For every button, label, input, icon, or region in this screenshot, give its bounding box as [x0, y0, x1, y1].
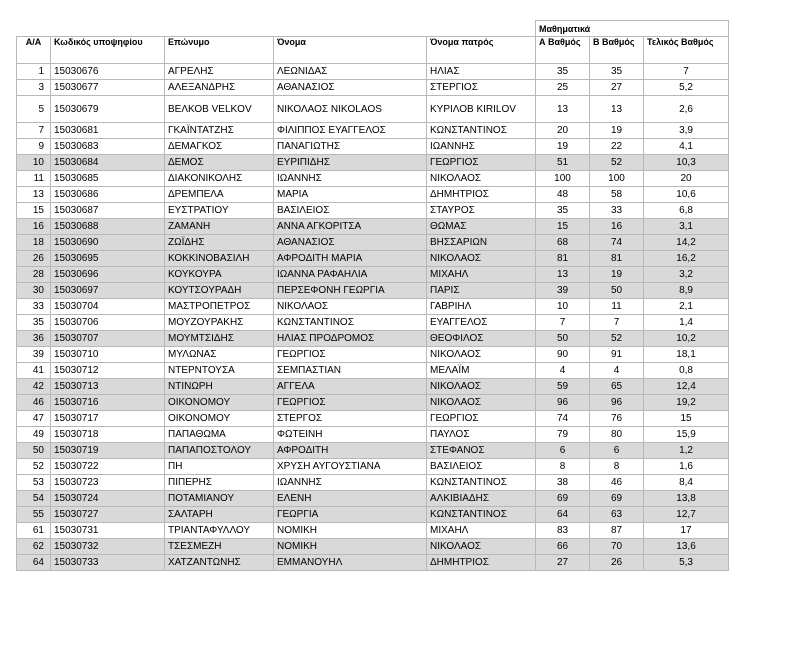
cell-code: 15030724 [51, 491, 165, 507]
cell-aa: 41 [17, 363, 51, 379]
cell-grade-a: 100 [536, 171, 590, 187]
header-grade-b: Β Βαθμός [590, 37, 644, 64]
cell-grade-b: 13 [590, 96, 644, 123]
cell-code: 15030717 [51, 411, 165, 427]
cell-name: ΙΩΑΝΝΗΣ [274, 171, 427, 187]
cell-code: 15030707 [51, 331, 165, 347]
cell-surname: ΓΚΑΪΝΤΑΤΖΗΣ [165, 123, 274, 139]
cell-final: 2,6 [644, 96, 729, 123]
cell-code: 15030732 [51, 539, 165, 555]
cell-final: 14,2 [644, 235, 729, 251]
table-row [17, 363, 729, 379]
cell-father: ΕΥΑΓΓΕΛΟΣ [427, 315, 536, 331]
cell-surname: ΚΟΚΚΙΝΟΒΑΣΙΛΗ [165, 251, 274, 267]
table-row [17, 299, 729, 315]
cell-name: ΜΑΡΙΑ [274, 187, 427, 203]
column-header-row [17, 37, 729, 64]
cell-grade-a: 64 [536, 507, 590, 523]
cell-father: ΚΩΝΣΤΑΝΤΙΝΟΣ [427, 507, 536, 523]
cell-grade-b: 4 [590, 363, 644, 379]
cell-father: ΝΙΚΟΛΑΟΣ [427, 539, 536, 555]
table-row [17, 155, 729, 171]
table-row [17, 283, 729, 299]
cell-final: 13,6 [644, 539, 729, 555]
cell-final: 1,2 [644, 443, 729, 459]
table-row [17, 139, 729, 155]
cell-grade-a: 83 [536, 523, 590, 539]
header-surname: Επώνυμο [165, 37, 274, 64]
cell-grade-a: 13 [536, 267, 590, 283]
cell-surname: ΔΙΑΚΟΝΙΚΟΛΗΣ [165, 171, 274, 187]
cell-aa: 9 [17, 139, 51, 155]
cell-grade-a: 7 [536, 315, 590, 331]
cell-name: ΝΙΚΟΛΑΟΣ NIKOLAOS [274, 96, 427, 123]
cell-surname: ΜΟΥΜΤΣΙΔΗΣ [165, 331, 274, 347]
cell-grade-a: 74 [536, 411, 590, 427]
cell-final: 6,8 [644, 203, 729, 219]
cell-code: 15030704 [51, 299, 165, 315]
grades-table [16, 20, 729, 571]
cell-aa: 62 [17, 539, 51, 555]
cell-final: 3,1 [644, 219, 729, 235]
cell-grade-a: 68 [536, 235, 590, 251]
cell-surname: ΤΡΙΑΝΤΑΦΥΛΛΟΥ [165, 523, 274, 539]
cell-final: 15 [644, 411, 729, 427]
cell-father: ΜΙΧΑΗΛ [427, 523, 536, 539]
cell-name: ΙΩΑΝΝΑ ΡΑΦΑΗΛΙΑ [274, 267, 427, 283]
cell-aa: 13 [17, 187, 51, 203]
cell-grade-b: 27 [590, 80, 644, 96]
cell-name: ΣΤΕΡΓΟΣ [274, 411, 427, 427]
cell-aa: 5 [17, 96, 51, 123]
cell-name: ΦΩΤΕΙΝΗ [274, 427, 427, 443]
table-row [17, 203, 729, 219]
table-row [17, 187, 729, 203]
cell-final: 15,9 [644, 427, 729, 443]
cell-father: ΓΑΒΡΙΗΛ [427, 299, 536, 315]
table-row [17, 379, 729, 395]
cell-aa: 39 [17, 347, 51, 363]
cell-code: 15030696 [51, 267, 165, 283]
cell-surname: ΔΡΕΜΠΕΛΑ [165, 187, 274, 203]
cell-code: 15030683 [51, 139, 165, 155]
cell-surname: ΖΑΜΑΝΗ [165, 219, 274, 235]
cell-father: ΝΙΚΟΛΑΟΣ [427, 251, 536, 267]
table-row [17, 315, 729, 331]
table-row [17, 267, 729, 283]
table-row [17, 411, 729, 427]
cell-final: 5,3 [644, 555, 729, 571]
cell-aa: 26 [17, 251, 51, 267]
cell-final: 3,9 [644, 123, 729, 139]
table-row [17, 443, 729, 459]
cell-aa: 47 [17, 411, 51, 427]
cell-grade-a: 35 [536, 203, 590, 219]
cell-grade-a: 59 [536, 379, 590, 395]
cell-code: 15030731 [51, 523, 165, 539]
table-row [17, 395, 729, 411]
cell-aa: 10 [17, 155, 51, 171]
cell-grade-a: 50 [536, 331, 590, 347]
table-row [17, 523, 729, 539]
cell-grade-a: 20 [536, 123, 590, 139]
cell-surname: ΠΑΠΑΠΟΣΤΟΛΟΥ [165, 443, 274, 459]
cell-surname: ΠΑΠΑΘΩΜΑ [165, 427, 274, 443]
cell-father: ΝΙΚΟΛΑΟΣ [427, 395, 536, 411]
cell-name: ΓΕΩΡΓΙΟΣ [274, 347, 427, 363]
cell-aa: 52 [17, 459, 51, 475]
cell-father: ΗΛΙΑΣ [427, 64, 536, 80]
cell-grade-b: 96 [590, 395, 644, 411]
cell-name: ΦΙΛΙΠΠΟΣ ΕΥΑΓΓΕΛΟΣ [274, 123, 427, 139]
cell-surname: ΖΩΪΔΗΣ [165, 235, 274, 251]
cell-father: ΚΩΝΣΤΑΝΤΙΝΟΣ [427, 123, 536, 139]
cell-code: 15030687 [51, 203, 165, 219]
cell-aa: 49 [17, 427, 51, 443]
cell-grade-a: 8 [536, 459, 590, 475]
cell-grade-a: 13 [536, 96, 590, 123]
table-row [17, 235, 729, 251]
cell-aa: 33 [17, 299, 51, 315]
cell-surname: ΒΕΛΚΟΒ VELKOV [165, 96, 274, 123]
cell-name: ΣΕΜΠΑΣΤΙΑΝ [274, 363, 427, 379]
cell-grade-a: 27 [536, 555, 590, 571]
cell-final: 19,2 [644, 395, 729, 411]
cell-aa: 61 [17, 523, 51, 539]
header-aa: Α/Α [17, 37, 51, 64]
cell-name: ΑΝΝΑ ΑΓΚΟΡΙΤΣΑ [274, 219, 427, 235]
table-row [17, 219, 729, 235]
cell-final: 0,8 [644, 363, 729, 379]
cell-surname: ΣΑΛΤΑΡΗ [165, 507, 274, 523]
cell-father: ΓΕΩΡΓΙΟΣ [427, 155, 536, 171]
cell-aa: 11 [17, 171, 51, 187]
cell-grade-b: 70 [590, 539, 644, 555]
cell-name: ΒΑΣΙΛΕΙΟΣ [274, 203, 427, 219]
cell-surname: ΚΟΥΤΣΟΥΡΑΔΗ [165, 283, 274, 299]
cell-final: 20 [644, 171, 729, 187]
cell-grade-b: 76 [590, 411, 644, 427]
table-row [17, 251, 729, 267]
table-row [17, 539, 729, 555]
cell-grade-a: 96 [536, 395, 590, 411]
cell-father: ΒΗΣΣΑΡΙΩΝ [427, 235, 536, 251]
cell-surname: ΧΑΤΖΑΝΤΩΝΗΣ [165, 555, 274, 571]
cell-grade-b: 100 [590, 171, 644, 187]
cell-final: 1,4 [644, 315, 729, 331]
cell-code: 15030697 [51, 283, 165, 299]
cell-surname: ΚΟΥΚΟΥΡΑ [165, 267, 274, 283]
cell-aa: 16 [17, 219, 51, 235]
cell-grade-a: 81 [536, 251, 590, 267]
cell-code: 15030718 [51, 427, 165, 443]
cell-aa: 30 [17, 283, 51, 299]
cell-final: 8,9 [644, 283, 729, 299]
cell-final: 2,1 [644, 299, 729, 315]
cell-grade-a: 10 [536, 299, 590, 315]
cell-code: 15030719 [51, 443, 165, 459]
cell-aa: 64 [17, 555, 51, 571]
cell-final: 7 [644, 64, 729, 80]
cell-name: ΛΕΩΝΙΔΑΣ [274, 64, 427, 80]
table-row [17, 80, 729, 96]
cell-aa: 42 [17, 379, 51, 395]
cell-grade-b: 65 [590, 379, 644, 395]
cell-final: 3,2 [644, 267, 729, 283]
header-grade-a: Α Βαθμός [536, 37, 590, 64]
cell-final: 10,2 [644, 331, 729, 347]
cell-code: 15030727 [51, 507, 165, 523]
cell-name: ΝΙΚΟΛΑΟΣ [274, 299, 427, 315]
header-spacer [17, 21, 536, 37]
table-row [17, 459, 729, 475]
cell-code: 15030688 [51, 219, 165, 235]
cell-surname: ΝΤΙΝΩΡΗ [165, 379, 274, 395]
cell-name: ΕΥΡΙΠΙΔΗΣ [274, 155, 427, 171]
cell-father: ΔΗΜΗΤΡΙΟΣ [427, 187, 536, 203]
cell-aa: 54 [17, 491, 51, 507]
header-code: Κωδικός υποψηφίου [51, 37, 165, 64]
cell-surname: ΕΥΣΤΡΑΤΙΟΥ [165, 203, 274, 219]
table-row [17, 96, 729, 123]
cell-aa: 7 [17, 123, 51, 139]
cell-grade-b: 33 [590, 203, 644, 219]
cell-aa: 18 [17, 235, 51, 251]
cell-final: 1,6 [644, 459, 729, 475]
cell-final: 10,6 [644, 187, 729, 203]
cell-grade-a: 69 [536, 491, 590, 507]
table-row [17, 427, 729, 443]
cell-father: ΠΑΥΛΟΣ [427, 427, 536, 443]
cell-grade-a: 51 [536, 155, 590, 171]
cell-code: 15030722 [51, 459, 165, 475]
cell-father: ΘΕΟΦΙΛΟΣ [427, 331, 536, 347]
cell-surname: ΟΙΚΟΝΟΜΟΥ [165, 411, 274, 427]
cell-father: ΑΛΚΙΒΙΑΔΗΣ [427, 491, 536, 507]
cell-aa: 35 [17, 315, 51, 331]
cell-name: ΝΟΜΙΚΗ [274, 523, 427, 539]
cell-grade-a: 39 [536, 283, 590, 299]
cell-aa: 55 [17, 507, 51, 523]
cell-grade-b: 11 [590, 299, 644, 315]
cell-final: 12,4 [644, 379, 729, 395]
cell-name: ΓΕΩΡΓΙΟΣ [274, 395, 427, 411]
cell-code: 15030712 [51, 363, 165, 379]
cell-code: 15030706 [51, 315, 165, 331]
cell-grade-b: 87 [590, 523, 644, 539]
cell-final: 18,1 [644, 347, 729, 363]
cell-father: ΓΕΩΡΓΙΟΣ [427, 411, 536, 427]
cell-final: 13,8 [644, 491, 729, 507]
cell-surname: ΠΗ [165, 459, 274, 475]
cell-grade-a: 48 [536, 187, 590, 203]
cell-grade-a: 25 [536, 80, 590, 96]
cell-code: 15030676 [51, 64, 165, 80]
cell-aa: 53 [17, 475, 51, 491]
cell-aa: 28 [17, 267, 51, 283]
table-row [17, 171, 729, 187]
cell-grade-b: 81 [590, 251, 644, 267]
cell-final: 17 [644, 523, 729, 539]
cell-code: 15030723 [51, 475, 165, 491]
cell-grade-b: 58 [590, 187, 644, 203]
cell-code: 15030710 [51, 347, 165, 363]
cell-code: 15030677 [51, 80, 165, 96]
cell-name: ΝΟΜΙΚΗ [274, 539, 427, 555]
table-row [17, 331, 729, 347]
cell-name: ΑΘΑΝΑΣΙΟΣ [274, 80, 427, 96]
cell-aa: 15 [17, 203, 51, 219]
cell-grade-b: 52 [590, 155, 644, 171]
cell-father: ΒΑΣΙΛΕΙΟΣ [427, 459, 536, 475]
cell-name: ΑΘΑΝΑΣΙΟΣ [274, 235, 427, 251]
cell-father: ΝΙΚΟΛΑΟΣ [427, 171, 536, 187]
cell-father: ΚΩΝΣΤΑΝΤΙΝΟΣ [427, 475, 536, 491]
cell-grade-b: 63 [590, 507, 644, 523]
cell-name: ΙΩΑΝΝΗΣ [274, 475, 427, 491]
cell-surname: ΤΣΕΣΜΕΖΗ [165, 539, 274, 555]
cell-aa: 50 [17, 443, 51, 459]
cell-father: ΚΥΡΙΛΟΒ KIRILOV [427, 96, 536, 123]
cell-name: ΓΕΩΡΓΙΑ [274, 507, 427, 523]
cell-grade-a: 4 [536, 363, 590, 379]
cell-grade-b: 19 [590, 123, 644, 139]
cell-code: 15030713 [51, 379, 165, 395]
cell-surname: ΝΤΕΡΝΤΟΥΣΑ [165, 363, 274, 379]
cell-final: 5,2 [644, 80, 729, 96]
cell-grade-a: 35 [536, 64, 590, 80]
cell-grade-b: 16 [590, 219, 644, 235]
group-header-row [17, 21, 729, 37]
cell-aa: 36 [17, 331, 51, 347]
cell-grade-a: 79 [536, 427, 590, 443]
table-row [17, 123, 729, 139]
cell-name: ΚΩΝΣΤΑΝΤΙΝΟΣ [274, 315, 427, 331]
cell-surname: ΔΕΜΟΣ [165, 155, 274, 171]
cell-surname: ΜΑΣΤΡΟΠΕΤΡΟΣ [165, 299, 274, 315]
cell-surname: ΑΓΡΕΛΗΣ [165, 64, 274, 80]
cell-grade-b: 6 [590, 443, 644, 459]
cell-name: ΑΓΓΕΛΑ [274, 379, 427, 395]
cell-surname: ΠΟΤΑΜΙΑΝΟΥ [165, 491, 274, 507]
cell-aa: 1 [17, 64, 51, 80]
cell-name: ΗΛΙΑΣ ΠΡΟΔΡΟΜΟΣ [274, 331, 427, 347]
cell-name: ΑΦΡΟΔΙΤΗ [274, 443, 427, 459]
cell-surname: ΜΥΛΩΝΑΣ [165, 347, 274, 363]
cell-code: 15030679 [51, 96, 165, 123]
cell-surname: ΑΛΕΞΑΝΔΡΗΣ [165, 80, 274, 96]
cell-aa: 3 [17, 80, 51, 96]
cell-father: ΝΙΚΟΛΑΟΣ [427, 379, 536, 395]
cell-name: ΕΛΕΝΗ [274, 491, 427, 507]
table-body [17, 64, 729, 571]
cell-grade-a: 66 [536, 539, 590, 555]
cell-grade-b: 7 [590, 315, 644, 331]
cell-grade-b: 91 [590, 347, 644, 363]
cell-final: 16,2 [644, 251, 729, 267]
cell-father: ΘΩΜΑΣ [427, 219, 536, 235]
cell-surname: ΟΙΚΟΝΟΜΟΥ [165, 395, 274, 411]
table-row [17, 347, 729, 363]
cell-code: 15030690 [51, 235, 165, 251]
cell-name: ΠΑΝΑΓΙΩΤΗΣ [274, 139, 427, 155]
cell-grade-b: 46 [590, 475, 644, 491]
table-row [17, 64, 729, 80]
header-final: Τελικός Βαθμός [644, 37, 729, 64]
cell-final: 8,4 [644, 475, 729, 491]
cell-grade-b: 50 [590, 283, 644, 299]
header-name: Όνομα [274, 37, 427, 64]
cell-surname: ΔΕΜΑΓΚΟΣ [165, 139, 274, 155]
cell-code: 15030733 [51, 555, 165, 571]
cell-father: ΙΩΑΝΝΗΣ [427, 139, 536, 155]
cell-code: 15030681 [51, 123, 165, 139]
cell-father: ΠΑΡΙΣ [427, 283, 536, 299]
cell-code: 15030716 [51, 395, 165, 411]
table-row [17, 555, 729, 571]
cell-code: 15030685 [51, 171, 165, 187]
cell-grade-b: 26 [590, 555, 644, 571]
cell-grade-b: 69 [590, 491, 644, 507]
cell-code: 15030695 [51, 251, 165, 267]
cell-grade-b: 8 [590, 459, 644, 475]
cell-father: ΔΗΜΗΤΡΙΟΣ [427, 555, 536, 571]
cell-father: ΜΕΛΑΪΜ [427, 363, 536, 379]
cell-name: ΠΕΡΣΕΦΟΝΗ ΓΕΩΡΓΙΑ [274, 283, 427, 299]
cell-surname: ΜΟΥΖΟΥΡΑΚΗΣ [165, 315, 274, 331]
cell-grade-b: 52 [590, 331, 644, 347]
cell-name: ΑΦΡΟΔΙΤΗ ΜΑΡΙΑ [274, 251, 427, 267]
table-row [17, 507, 729, 523]
cell-surname: ΠΙΠΕΡΗΣ [165, 475, 274, 491]
cell-father: ΝΙΚΟΛΑΟΣ [427, 347, 536, 363]
cell-father: ΜΙΧΑΗΛ [427, 267, 536, 283]
header-father: Όνομα πατρός [427, 37, 536, 64]
cell-father: ΣΤΑΥΡΟΣ [427, 203, 536, 219]
cell-grade-b: 74 [590, 235, 644, 251]
subject-group-header: Μαθηματικά [536, 21, 729, 37]
cell-name: ΕΜΜΑΝΟΥΗΛ [274, 555, 427, 571]
cell-final: 12,7 [644, 507, 729, 523]
cell-grade-b: 19 [590, 267, 644, 283]
cell-grade-a: 38 [536, 475, 590, 491]
cell-final: 10,3 [644, 155, 729, 171]
table-row [17, 475, 729, 491]
cell-name: ΧΡΥΣΗ ΑΥΓΟΥΣΤΙΑΝΑ [274, 459, 427, 475]
cell-code: 15030684 [51, 155, 165, 171]
cell-code: 15030686 [51, 187, 165, 203]
cell-grade-a: 6 [536, 443, 590, 459]
cell-final: 4,1 [644, 139, 729, 155]
cell-grade-b: 80 [590, 427, 644, 443]
table-row [17, 491, 729, 507]
cell-grade-b: 35 [590, 64, 644, 80]
cell-grade-b: 22 [590, 139, 644, 155]
cell-grade-a: 19 [536, 139, 590, 155]
cell-grade-a: 90 [536, 347, 590, 363]
cell-aa: 46 [17, 395, 51, 411]
cell-grade-a: 15 [536, 219, 590, 235]
cell-father: ΣΤΕΦΑΝΟΣ [427, 443, 536, 459]
cell-father: ΣΤΕΡΓΙΟΣ [427, 80, 536, 96]
